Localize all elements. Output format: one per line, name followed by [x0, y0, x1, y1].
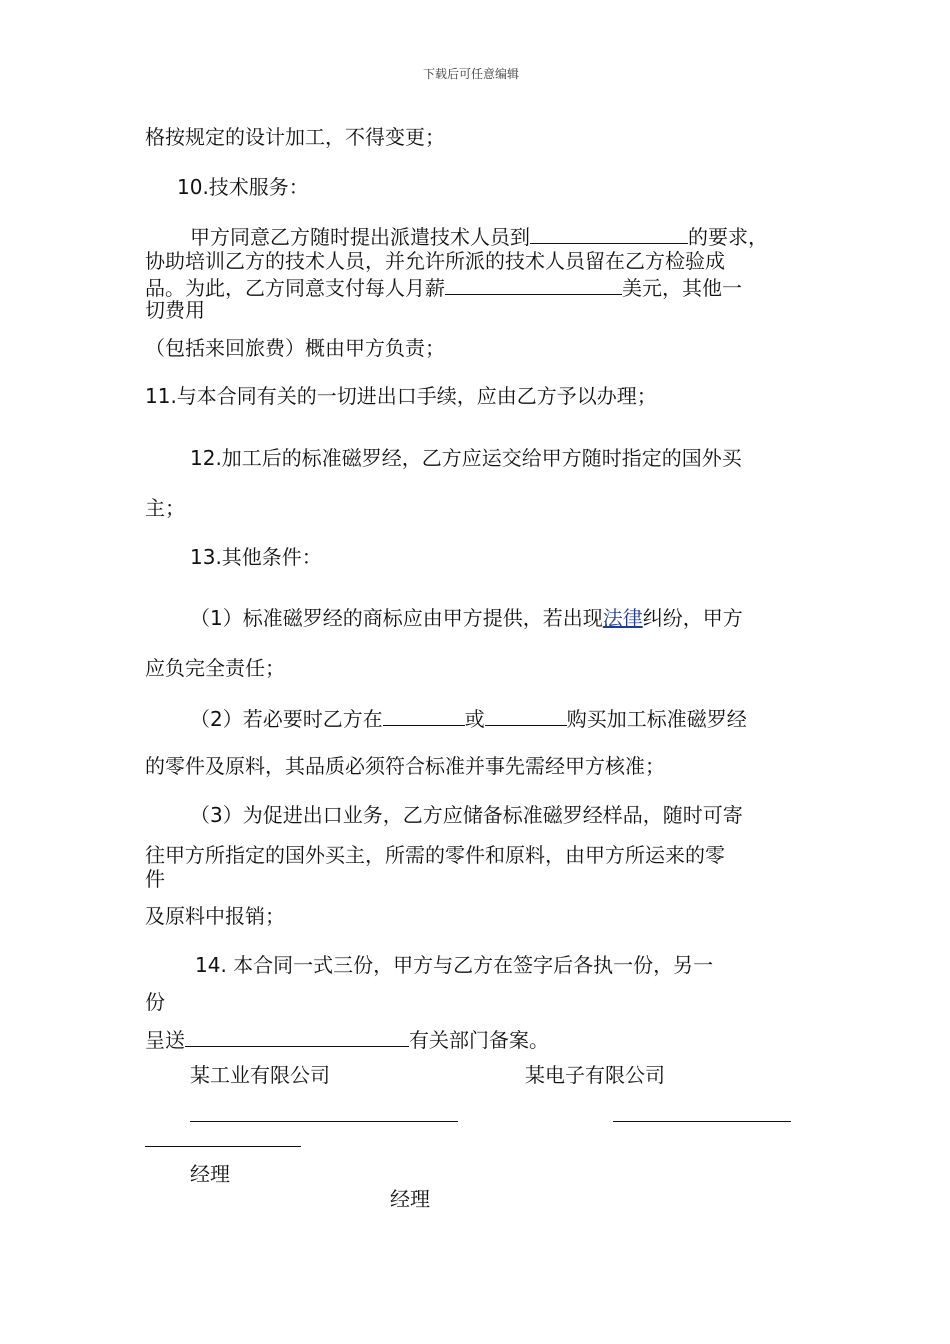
- text-segment: 有关部门备案。: [409, 1028, 549, 1052]
- text-line: [190, 606, 743, 630]
- text-line: 往甲方所指定的国外买主，所需的零件和原料，由甲方所运来的零: [145, 843, 725, 867]
- text-segment: （1）标准磁罗经的商标应由甲方提供，若出现: [190, 606, 603, 630]
- text-line: [190, 705, 747, 731]
- text-line: 切费用: [145, 298, 205, 322]
- text-segment: 呈送: [145, 1028, 185, 1052]
- signature-line-b: [613, 1121, 791, 1122]
- party-a-name: 某工业有限公司: [190, 1063, 330, 1087]
- section-14: 14. 本合同一式三份，甲方与乙方在签字后各执一份，另一: [195, 953, 714, 977]
- text-line: 应负完全责任；: [145, 656, 285, 680]
- text-line: （包括来回旅费）概由甲方负责；: [145, 336, 445, 360]
- blank-field: [445, 274, 622, 295]
- text-line: 及原料中报销；: [145, 904, 285, 928]
- text-line: 的零件及原料，其品质必须符合标准并事先需经甲方核准；: [145, 754, 665, 778]
- blank-field: [383, 705, 465, 726]
- signature-line-b-continued: [145, 1146, 301, 1147]
- manager-a-label: 经理: [190, 1162, 230, 1186]
- text-segment: 或: [464, 707, 485, 731]
- section-heading-13: 13.其他条件：: [190, 545, 322, 569]
- text-segment: 的要求，: [688, 225, 768, 249]
- page-header: 下载后可任意编辑: [423, 67, 520, 81]
- text-segment: 购买加工标准磁罗经: [566, 707, 747, 731]
- text-segment: （2）若必要时乙方在: [190, 707, 383, 731]
- law-link[interactable]: 法律: [602, 606, 643, 630]
- section-11: 11.与本合同有关的一切进出口手续，应由乙方予以办理；: [145, 384, 657, 408]
- text-line: 协助培训乙方的技术人员，并允许所派的技术人员留在乙方检验成: [145, 249, 725, 273]
- text-segment: 甲方同意乙方随时提出派遣技术人员到: [190, 225, 530, 249]
- text-line: [190, 223, 768, 249]
- text-line: 格按规定的设计加工，不得变更；: [145, 125, 445, 149]
- manager-b-label: 经理: [390, 1187, 430, 1211]
- text-line: [145, 274, 742, 300]
- text-line: 件: [145, 867, 165, 891]
- blank-field: [485, 705, 567, 726]
- text-line: 主；: [145, 496, 185, 520]
- blank-field: [530, 223, 688, 244]
- section-heading-10: 10.技术服务：: [177, 175, 309, 199]
- party-b-name: 某电子有限公司: [525, 1063, 665, 1087]
- text-segment: 品。为此，乙方同意支付每人月薪: [145, 276, 445, 300]
- text-segment: 纠纷，甲方: [642, 606, 743, 630]
- text-line: 份: [145, 990, 165, 1014]
- text-line: （3）为促进出口业务，乙方应储备标准磁罗经样品，随时可寄: [190, 803, 743, 827]
- blank-field: [185, 1026, 409, 1047]
- signature-line-a: [190, 1121, 458, 1122]
- text-line: [145, 1026, 549, 1052]
- section-12: 12.加工后的标准磁罗经，乙方应运交给甲方随时指定的国外买: [190, 446, 742, 470]
- text-segment: 美元，其他一: [622, 276, 742, 300]
